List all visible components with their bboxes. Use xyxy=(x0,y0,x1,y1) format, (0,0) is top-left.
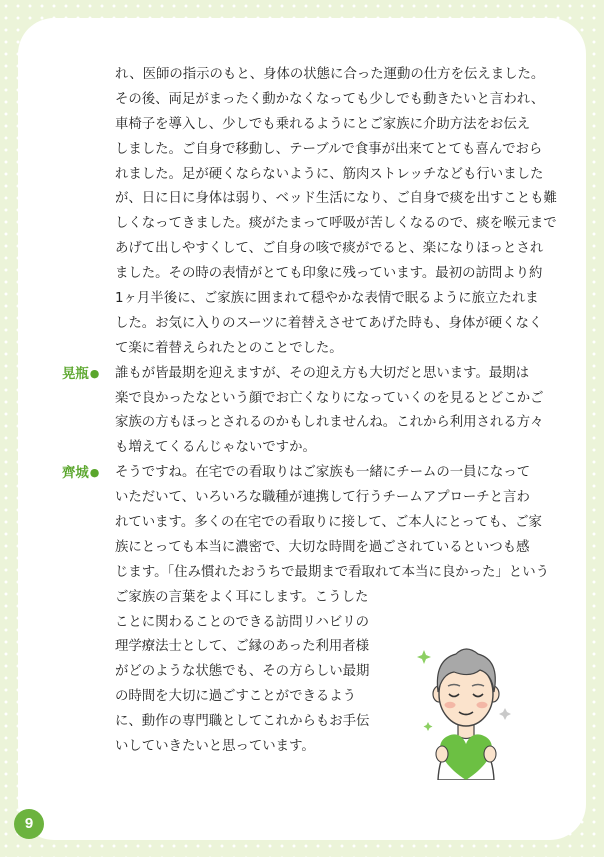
page-number: 9 xyxy=(14,809,44,839)
text-line: しくなってきました。痰がたまって呼吸が苦しくなるので、痰を喉元まで xyxy=(115,216,557,232)
text-line: 家族の方もほっとされるのかもしれませんね。これから利用される方々 xyxy=(115,415,544,431)
text-line: 楽で良かったなという顔でお亡くなりになっていくのを見るとどこかご xyxy=(115,390,544,406)
text-line: いしていきたいと思っています。 xyxy=(115,739,315,755)
text-line: に、動作の専門職としてこれからもお手伝 xyxy=(115,714,370,730)
text-line: が、日に日に身体は弱り、ベッド生活になり、ご自身で痰を出すことも難 xyxy=(115,191,557,207)
text-line: ご家族の言葉をよく耳にします。こうした xyxy=(115,589,369,605)
text-line: の時間を大切に過ごすことができるよう xyxy=(115,689,357,705)
smiling-man-holding-heart-icon xyxy=(408,630,520,780)
text-line: れています。多くの在宅での看取りに接して、ご本人にとっても、ご家 xyxy=(115,515,542,531)
text-line xyxy=(62,362,545,387)
speaker-name: 齊城 xyxy=(62,466,89,482)
text-line: て楽に着替えられたとのことでした。 xyxy=(115,340,343,356)
text-line: れました。足が硬くならないように、筋肉ストレッチなども行いました xyxy=(115,166,544,182)
text-line: しました。ご自身で移動し、テーブルで食事が出来てとても喜んでおら xyxy=(115,141,543,157)
green-dot-icon: ● xyxy=(89,366,100,380)
text-line: あげて出しやすくして、ご自身の咳で痰がでると、楽になりほっとされ xyxy=(115,241,544,257)
text-line: も増えてくるんじゃないですか。 xyxy=(115,440,316,456)
text-line: じます。「住み慣れたおうちで最期まで看取れて本当に良かった」という xyxy=(115,564,549,580)
text-line: ことに関わることのできる訪問リハビリの xyxy=(115,614,370,630)
text-line: 1ヶ月半後に、ご家族に囲まれて穏やかな表情で眠るように旅立たれま xyxy=(115,291,539,307)
text-line: ました。その時の表情がとても印象に残っています。最初の訪問より約 xyxy=(115,266,543,282)
text-line: 理学療法士として、ご縁のあった利用者様 xyxy=(115,639,370,655)
text-line-content: そうですね。在宅での看取りはご家族も一緒にチームの一員になって xyxy=(115,465,531,481)
green-dot-icon: ● xyxy=(89,466,100,480)
text-line: その後、両足がまったく動かなくなっても少しでも動きたいと言われ、 xyxy=(115,91,545,107)
text-line: した。お気に入りのスーツに着替えさせてあげた時も、身体が硬くなく xyxy=(115,315,543,331)
text-line-content: 誰もが皆最期を迎えますが、その迎え方も大切だと思います。最期は xyxy=(115,365,530,381)
speaker-name: 晃瓶 xyxy=(62,366,89,382)
text-line: いただいて、いろいろな職種が連携して行うチームアプローチと言わ xyxy=(115,490,530,506)
text-line: 車椅子を導入し、少しでも乗れるようにとご家族に介助方法をお伝え xyxy=(115,116,531,132)
speaker-label xyxy=(62,362,99,388)
text-line xyxy=(62,461,545,486)
text-line: れ、医師の指示のもと、身体の状態に合った運動の仕方を伝えました。 xyxy=(115,67,545,82)
speaker-label xyxy=(62,461,99,487)
text-line: 族にとっても本当に濃密で、大切な時間を過ごされているといつも感 xyxy=(115,539,530,555)
text-line: がどのような状態でも、その方らしい最期 xyxy=(115,664,370,680)
